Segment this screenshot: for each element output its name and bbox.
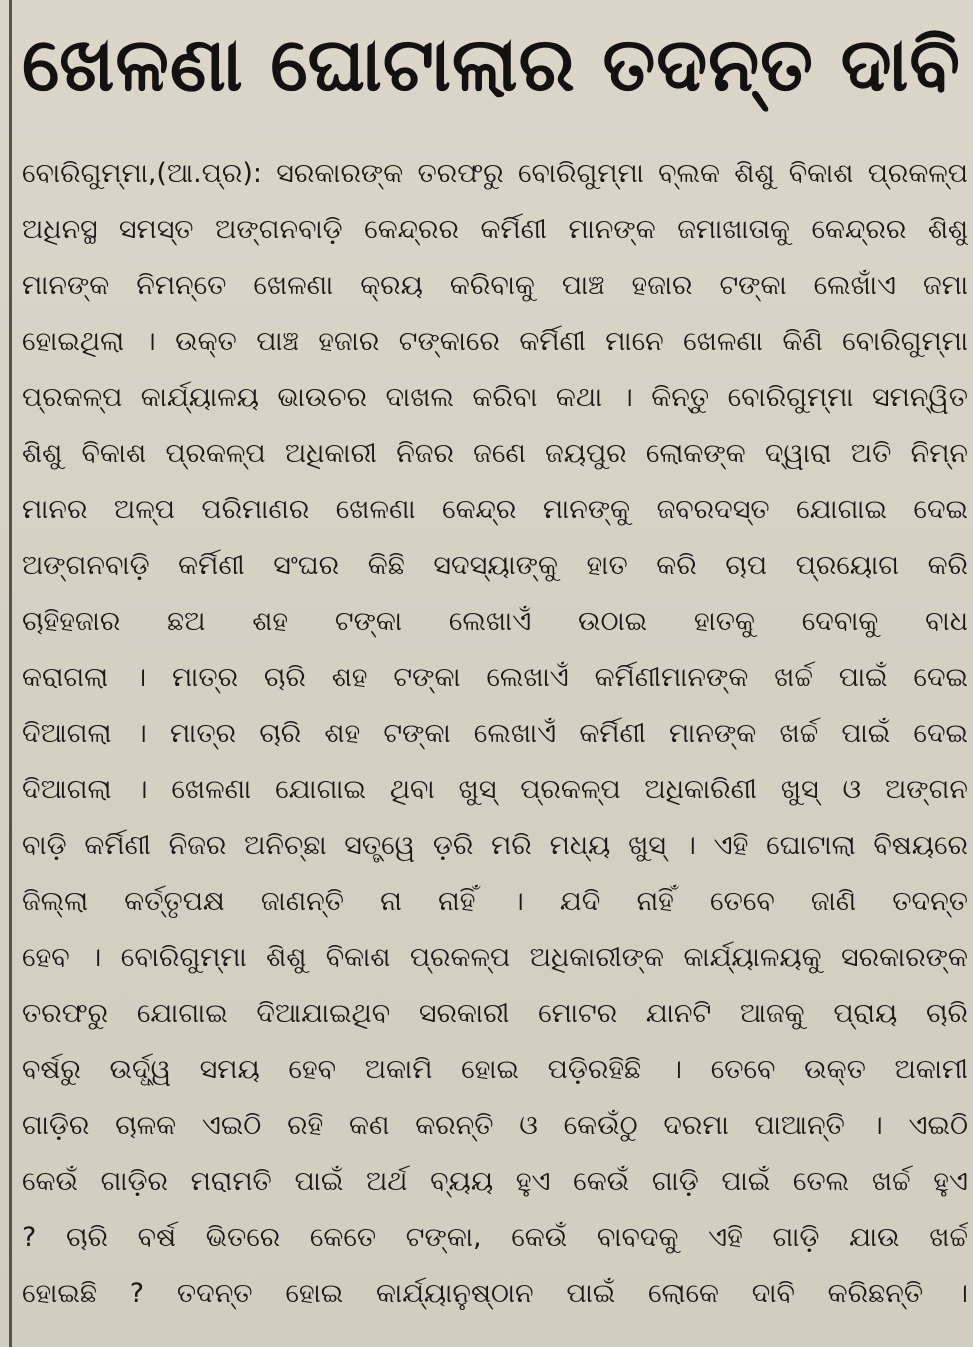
article-line: ବାଡ଼ି କର୍ମିଣୀ ନିଜର ଅନିଚ୍ଛା ସତ୍ତ୍ୱେ ଡ଼ରି ମରି ମଧ୍ୟ ଖୁସ୍ । ଏହି ଘୋଟାଲା ବିଷୟରେ <box>22 830 968 861</box>
article-line: ଶିଶୁ ବିକାଶ ପ୍ରକଳ୍ପ ଅଧିକାରୀ ନିଜର ଜଣେ ଜୟପୁର ଲୋକଙ୍କ ଦ୍ୱାରା ଅତି ନିମ୍ନ <box>22 438 968 469</box>
article-line: ଚାହିହଜାର ଛଅ ଶହ ଟଙ୍କା ଲେଖାଏଁ ଉଠାଇ ହାତକୁ ଦେବାକୁ ବାଧ <box>22 606 968 637</box>
article-line: ଦିଆଗଲା । ମାତ୍ର ଚାରି ଶହ ଟଙ୍କା ଲେଖାଏଁ କର୍ମିଣୀ ମାନଙ୍କ ଖର୍ଚ୍ଚ ପାଇଁ ଦେଇ <box>22 718 968 749</box>
article-line: ହୋଇଛି ? ତଦନ୍ତ ହୋଇ କାର୍ଯ୍ୟାନୁଷ୍ଠାନ ପାଇଁ ଲୋକେ ଦାବି କରିଛନ୍ତି । <box>22 1278 968 1309</box>
headline: ଖେଳଣା ଘୋଟାଲାର ତଦନ୍ତ ଦାବି <box>22 22 961 108</box>
article-line: ଗାଡ଼ିର ଚାଳକ ଏଇଠି ରହି କଣ କରନ୍ତି ଓ କେଉଁଠୁ ଦରମା ପାଆନ୍ତି । ଏଇଠି <box>22 1110 968 1141</box>
article-line: ମାନଙ୍କ ନିମନ୍ତେ ଖେଳଣା କ୍ରୟ କରିବାକୁ ପାଞ୍ଚ ହଜାର ଟଙ୍କା ଲେଖାଁଏ ଜମା <box>22 270 968 301</box>
article-line: ହେବ । ବୋରିଗୁମ୍ମା ଶିଶୁ ବିକାଶ ପ୍ରକଳ୍ପ ଅଧିକାରୀଙ୍କ କାର୍ଯ୍ୟାଳୟକୁ ସରକାରଙ୍କ <box>22 942 968 973</box>
article-line: ମାନର ଅଳ୍ପ ପରିମାଣର ଖେଳଣା କେନ୍ଦ୍ର ମାନଙ୍କୁ ଜବରଦସ୍ତ ଯୋଗାଇ ଦେଇ <box>22 494 968 525</box>
article-line: ? ଚାରି ବର୍ଷ ଭିତରେ କେତେ ଟଙ୍କା, କେଉଁ ବାବଦକୁ ଏହି ଗାଡ଼ି ଯାଉ ଖର୍ଚ୍ଚ <box>22 1222 968 1253</box>
article-line: ଦିଆଗଲା । ଖେଳଣା ଯୋଗାଇ ଥିବା ଖୁସ୍ ପ୍ରକଳ୍ପ ଅଧିକାରିଣୀ ଖୁସ୍ ଓ ଅଙ୍ଗନ <box>22 774 968 805</box>
article-line: ପ୍ରକଳ୍ପ କାର୍ଯ୍ୟାଳୟ ଭାଉଚର ଦାଖଲ କରିବା କଥା । କିନ୍ତୁ ବୋରିଗୁମ୍ମା ସମନ୍ୱିତ <box>22 382 968 413</box>
article-line: ବର୍ଷରୁ ଉର୍ଦ୍ଧ୍ୱ ସମୟ ହେବ ଅକାମି ହୋଇ ପଡ଼ିରହିଛି । ତେବେ ଉକ୍ତ ଅକାମୀ <box>22 1054 968 1085</box>
article-body <box>22 146 968 1322</box>
article-line: ହୋଇଥିଲା । ଉକ୍ତ ପାଞ୍ଚ ହଜାର ଟଙ୍କାରେ କର୍ମିଣୀ ମାନେ ଖେଳଣା କିଣି ବୋରିଗୁମ୍ମା <box>22 326 968 357</box>
article-line: ଜିଲ୍ଲା କର୍ତ୍ତୃପକ୍ଷ ଜାଣନ୍ତି ନା ନାହିଁ । ଯଦି ନାହିଁ ତେବେ ଜାଣି ତଦନ୍ତ <box>22 886 968 917</box>
article-line: କେଉଁ ଗାଡ଼ିର ମରାମତି ପାଇଁ ଅର୍ଥ ବ୍ୟୟ ହୁଏ କେଉଁ ଗାଡ଼ି ପାଇଁ ତେଲ ଖର୍ଚ୍ଚ ହୁଏ <box>22 1166 968 1197</box>
article-line: ତରଫରୁ ଯୋଗାଇ ଦିଆଯାଇଥିବ ସରକାରୀ ମୋଟର ଯାନଟି ଆଜକୁ ପ୍ରାୟ ଚାରି <box>22 998 968 1029</box>
article-line: ବୋରିଗୁମ୍ମା,(ଆ.ପ୍ର): ସରକାରଙ୍କ ତରଫରୁ ବୋରିଗୁମ୍ମା ବ୍ଲକ ଶିଶୁ ବିକାଶ ପ୍ରକଳ୍ପ <box>22 158 968 189</box>
article-line: କରାଗଲା । ମାତ୍ର ଚାରି ଶହ ଟଙ୍କା ଲେଖାଏଁ କର୍ମିଣୀମାନଙ୍କ ଖର୍ଚ୍ଚ ପାଇଁ ଦେଇ <box>22 662 968 693</box>
article-line: ଅଧିନସ୍ଥ ସମସ୍ତ ଅଙ୍ଗନବାଡ଼ି କେନ୍ଦ୍ରର କର୍ମିଣୀ ମାନଙ୍କ ଜମାଖାତାକୁ କେନ୍ଦ୍ରର ଶିଶୁ <box>22 214 968 245</box>
article-line: ଅଙ୍ଗନବାଡ଼ି କର୍ମିଣୀ ସଂଘର କିଛି ସଦସ୍ୟାଙ୍କୁ ହାତ କରି ଚାପ ପ୍ରୟୋଗ କରି <box>22 550 968 581</box>
column-divider <box>9 0 12 1347</box>
